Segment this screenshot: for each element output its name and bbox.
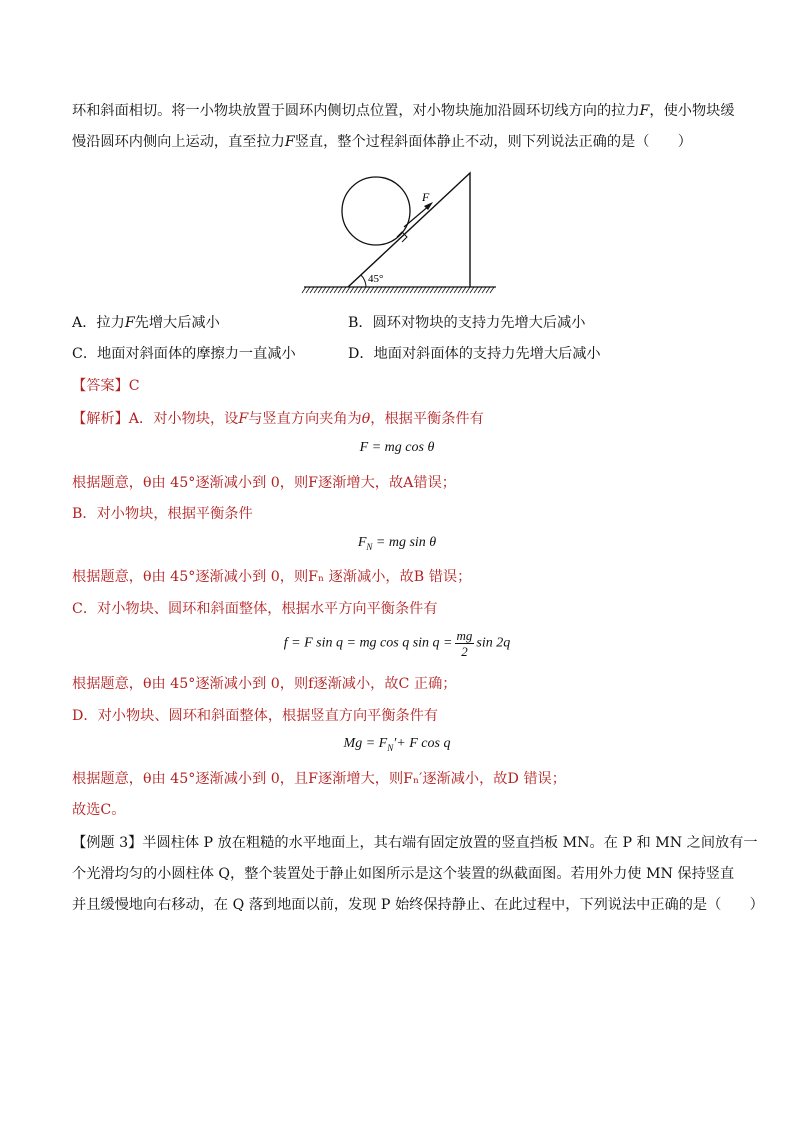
hatch-mark: [346, 287, 350, 293]
hatch-mark: [478, 287, 482, 293]
hatch-mark: [402, 287, 406, 293]
hatch-mark: [430, 287, 434, 293]
hatch-mark: [434, 287, 438, 293]
analysis-a-judge: 根据题意，θ由 45°逐渐减小到 0，则F逐渐增大，故A错误；: [72, 475, 456, 491]
hatch-mark: [490, 287, 494, 293]
hatch-mark: [482, 287, 486, 293]
force-label: F: [422, 190, 430, 204]
answer-value: C: [128, 378, 140, 394]
hatch-mark: [406, 287, 410, 293]
equation-4: $Mg = F_N'+ F$ cos q: [343, 736, 451, 753]
hatch-mark: [350, 287, 354, 293]
analysis-a-intro: 【解析】A．对小物块，设F与竖直方向夹角为θ，根据平衡条件有: [72, 411, 484, 427]
hatch-mark: [330, 287, 334, 293]
option-b: B．圆环对物块的支持力先增大后减小: [348, 315, 586, 331]
analysis-conclusion: 故选C。: [72, 802, 126, 818]
analysis-c-judge: 根据题意，θ由 45°逐渐减小到 0，则f逐渐减小，故C 正确；: [72, 676, 457, 692]
hatch-mark: [442, 287, 446, 293]
option-d: D．地面对斜面体的支持力先增大后减小: [348, 346, 601, 362]
hatch-mark: [470, 287, 474, 293]
question-line-2: 慢沿圆环内侧向上运动，直至拉力F竖直，整个过程斜面体静止不动，则下列说法正确的是（ ）: [72, 134, 692, 150]
force-arrow: [404, 205, 430, 227]
equation-3: f = F sin q = mg cos q sin q = $\frac{mg}{2}$ sin 2q: [283, 628, 511, 659]
hatch-mark: [398, 287, 402, 293]
hatch-mark: [382, 287, 386, 293]
hatch-mark: [334, 287, 338, 293]
hatch-mark: [338, 287, 342, 293]
hatch-mark: [410, 287, 414, 293]
hatch-mark: [322, 287, 326, 293]
hatch-mark: [358, 287, 362, 293]
hatch-mark: [302, 287, 306, 293]
hatch-mark: [426, 287, 430, 293]
hatch-mark: [362, 287, 366, 293]
hatch-mark: [366, 287, 370, 293]
hatch-mark: [462, 287, 466, 293]
analysis-d-intro: D．对小物块、圆环和斜面整体，根据竖直方向平衡条件有: [72, 708, 439, 724]
hatch-mark: [422, 287, 426, 293]
hatch-mark: [378, 287, 382, 293]
hatch-mark: [486, 287, 490, 293]
hatch-mark: [390, 287, 394, 293]
analysis-d-judge: 根据题意，θ由 45°逐渐减小到 0，且F逐渐增大，则Fₙ′逐渐减小，故D 错误；: [72, 771, 566, 787]
hatch-mark: [318, 287, 322, 293]
hatch-mark: [450, 287, 454, 293]
equation-1: F = mg cos θ: [359, 440, 435, 455]
hatch-mark: [466, 287, 470, 293]
hatch-mark: [386, 287, 390, 293]
option-a: A．拉力F先增大后减小: [72, 315, 220, 331]
hatch-mark: [438, 287, 442, 293]
equation-2: $F_N$ = mg sin θ: [357, 535, 437, 552]
equation-3-fraction: $\frac{mg}{2}$: [456, 628, 473, 659]
hatch-mark: [310, 287, 314, 293]
question-line-1: 环和斜面相切。将一小物块放置于圆环内侧切点位置，对小物块施加沿圆环切线方向的拉力F，使小物块缓: [72, 103, 735, 119]
example3-line-2: 个光滑均匀的小圆柱体 Q，整个装置处于静止如图所示是这个装置的纵截面图。若用外力使 MN 保持竖直: [72, 866, 735, 882]
analysis-c-intro: C．对小物块、圆环和斜面整体，根据水平方向平衡条件有: [72, 601, 438, 617]
hatch-mark: [414, 287, 418, 293]
hatch-mark: [354, 287, 358, 293]
option-c: C．地面对斜面体的摩擦力一直减小: [72, 346, 296, 362]
angle-label: 45°: [368, 273, 384, 285]
hatch-mark: [326, 287, 330, 293]
hatch-mark: [446, 287, 450, 293]
answer-tag: 【答案】: [72, 378, 129, 394]
analysis-b-judge: 根据题意，θ由 45°逐渐减小到 0，则Fₙ 逐渐减小，故B 错误；: [72, 569, 472, 585]
incline-triangle: [348, 173, 470, 287]
hatch-mark: [306, 287, 310, 293]
hatch-mark: [458, 287, 462, 293]
analysis-b-intro: B．对小物块，根据平衡条件: [72, 506, 253, 522]
example3-line-3: 并且缓慢地向右移动，在 Q 落到地面以前，发现 P 始终保持静止、在此过程中，下列说法中正确的是（ ）: [72, 897, 764, 913]
angle-arc: [361, 275, 366, 287]
incline-ring-figure: [300, 165, 500, 297]
ground-hatching: [302, 287, 494, 293]
hatch-mark: [370, 287, 374, 293]
hatch-mark: [342, 287, 346, 293]
hatch-mark: [314, 287, 318, 293]
hatch-mark: [418, 287, 422, 293]
hatch-mark: [374, 287, 378, 293]
example3-line-1: 【例题 3】半圆柱体 P 放在粗糙的水平地面上，其右端有固定放置的竖直挡板 MN。在 P 和 MN 之间放有一: [72, 835, 758, 851]
hatch-mark: [394, 287, 398, 293]
answer-line: [72, 376, 140, 396]
hatch-mark: [474, 287, 478, 293]
hatch-mark: [454, 287, 458, 293]
